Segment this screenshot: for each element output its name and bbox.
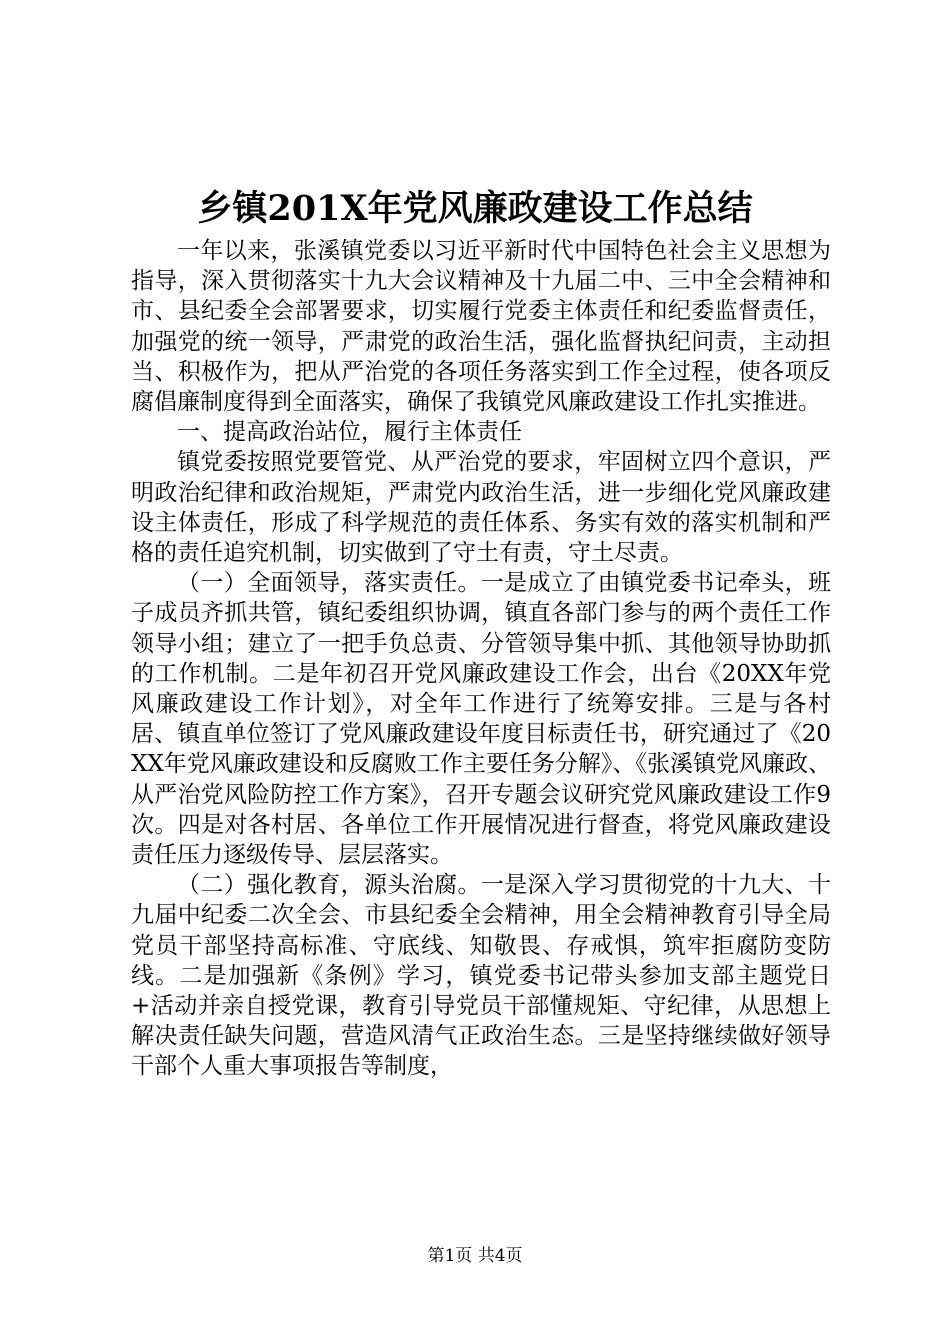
intro-paragraph: 一年以来，张溪镇党委以习近平新时代中国特色社会主义思想为指导，深入贯彻落实十九大会议精神及十九届二中、三中全会精神和市、县纪委全会部署要求，切实履行党委主体责任和纪委监督责任，加强党的统一领导，严肃党的政治生活，强化监督执纪问责，主动担当、积极作为，把从严治党的各项任务落实到工作全过程，使各项反腐倡廉制度得到全面落实，确保了我镇党风廉政建设工作扎实推进。 — [131, 238, 831, 416]
section-heading-1: 一、提高政治站位，履行主体责任 — [177, 419, 522, 446]
section-1-paragraph: 镇党委按照党要管党、从严治党的要求，牢固树立四个意识，严明政治纪律和政治规矩，严肃党内政治生活，进一步细化党风廉政建设主体责任，形成了科学规范的责任体系、务实有效的落实机制和严格的责任追究机制，切实做到了守土有责，守土尽责。 — [131, 449, 831, 567]
document-body — [131, 236, 831, 1082]
document-title: 乡镇201X年党风廉政建设工作总结 — [197, 188, 753, 229]
subsection-2-paragraph: （二）强化教育，源头治腐。一是深入学习贯彻党的十九大、十九届中纪委二次全会、市县纪委全会精神，用全会精神教育引导全局党员干部坚持高标准、守底线、知敬畏、存戒惧，筑牢拒腐防变防线。二是加强新《条例》学习，镇党委书记带头参加支部主题党日+活动并亲自授党课，教育引导党员干部懂规矩、守纪律，从思想上解决责任缺失问题，营造风清气正政治生态。三是坚持继续做好领导干部个人重大事项报告等制度， — [131, 872, 831, 1080]
subsection-1-paragraph: （一）全面领导，落实责任。一是成立了由镇党委书记牵头，班子成员齐抓共管，镇纪委组织协调，镇直各部门参与的两个责任工作领导小组；建立了一把手负总责、分管领导集中抓、其他领导协助抓的工作机制。二是年初召开党风廉政建设工作会，出台《20XX年党风廉政建设工作计划》，对全年工作进行了统筹安排。三是与各村居、镇直单位签订了党风廉政建设年度目标责任书，研究通过了《20XX年党风廉政建设和反腐败工作主要任务分解》、《张溪镇党风廉政、从严治党风险防控工作方案》，召开专题会议研究党风廉政建设工作9次。四是对各村居、各单位工作开展情况进行督查，将党风廉政建设责任压力逐级传导、层层落实。 — [131, 570, 831, 869]
page-number-footer: 第1页 共4页 — [427, 1246, 523, 1266]
